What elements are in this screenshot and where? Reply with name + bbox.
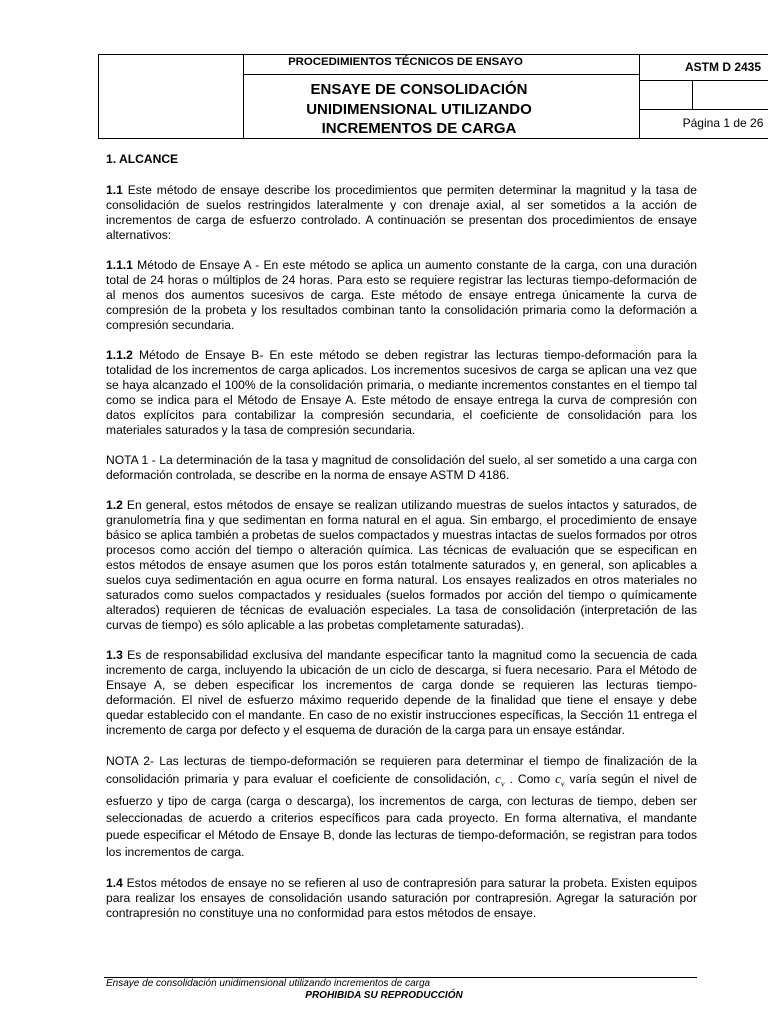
paragraph-1-3 [106, 648, 697, 738]
title-line-3: INCREMENTOS DE CARGA [321, 120, 517, 137]
section-heading: 1. ALCANCE [106, 152, 179, 166]
header-right-divider-2 [639, 109, 768, 110]
paragraph-number: 1.3 [106, 648, 123, 662]
header-logo-cell [98, 54, 244, 139]
paragraph-text: Estos métodos de ensaye no se refieren al uso de contrapresión para saturar la probeta. Existen equipos para realizar los ensayes de consolidación usando saturación por contrapresión. Agregar la saturación por contrapresión no constituye una no conformidad para estos métodos de ensaye. [106, 875, 697, 920]
cv-symbol: $c_v$ [495, 771, 505, 789]
title-line-1: ENSAYE DE CONSOLIDACIÓN [310, 81, 528, 98]
paragraph-number: 1.1.1 [106, 258, 133, 272]
paragraph-number: 1.1 [106, 183, 123, 197]
paragraph-text: Método de Ensaye A - En este método se aplica un aumento constante de la carga, con una duración total de 24 horas o múltiplos de 24 horas. Para esto se requiere registrar las lecturas tiempo-deformación de al menos dos aumentos sucesivos de carga. Este método de ensaye entrega únicamente la curva de compresión de la probeta y los resultados combinan tanto la consolidación primaria como la deformación a compresión secundaria. [106, 258, 697, 332]
paragraph-1-2 [106, 498, 697, 633]
title-line-2: UNIDIMENSIONAL UTILIZANDO [306, 100, 532, 118]
paragraph-text: En general, estos métodos de ensaye se realizan utilizando muestras de suelos intactos y saturados, de granulometría fina y que sedimentan en forma natural en el agua. Sin embargo, el procedimiento de ensaye básico se aplica también a probetas de suelos compactados y muestras intactas de suelos formados por otros procesos como acción del tiempo o alteración química. Las técnicas de evaluación que se especifican en estos métodos de ensaye asumen que los poros están totalmente saturados y, en general, son aplicables a suelos cuya sedimentación en agua ocurre en forma natural. Los ensayes realizados en otros materiales no saturados como suelos compactados y residuales (suelos formados por acción del tiempo o químicamente alterados) requieren de técnicas de evaluación especiales. La tasa de consolidación (interpretación de las curvas de tiempo) es sólo aplicable a las probetas completamente saturadas). [106, 498, 697, 632]
header-table [98, 54, 764, 139]
paragraph-text: Método de Ensaye B- En este método se deben registrar las lecturas tiempo-deformación para la totalidad de los incrementos de carga aplicados. Los incrementos sucesivos de carga se aplican una vez que se haya alcanzado el 100% de la consolidación primaria, o mediante incrementos constantes en el tiempo tal como se indica para el Método de Ensaye A. Este método de ensaye entrega la curva de compresión con datos explícitos para contabilizar la compresión secundaria, el coeficiente de consolidación para los materiales saturados y la tasa de compresión secundaria. [106, 348, 697, 437]
paragraph-number: 1.4 [106, 875, 123, 890]
note-2-text-a: NOTA 2- Las lecturas de tiempo-deformación se requieren para determinar el tiempo de finalización de la consolidación primaria y para evaluar el coeficiente de consolidación, [106, 754, 697, 786]
procedures-label: PROCEDIMIENTOS TÉCNICOS DE ENSAYO [288, 56, 523, 68]
note-1: NOTA 1 - La determinación de la tasa y magnitud de consolidación del suelo, al ser sometido a una carga con deformación controlada, se describe en la norma de ensaye ASTM D 4186. [106, 453, 697, 482]
paragraph-1-1-2 [106, 348, 697, 438]
paragraph-number: 1.2 [106, 498, 123, 512]
header-right-divider-1 [639, 80, 768, 81]
footer-notice: PROHIBIDA SU REPRODUCCIÓN [305, 990, 463, 1001]
cv-symbol: $c_v$ [555, 771, 565, 789]
paragraph-text: Este método de ensaye describe los procedimientos que permiten determinar la magnitud y la tasa de consolidación de suelos restringidos lateralmente y con drenaje axial, al ser sometidos a la acción de incrementos de carga de esfuerzo controlado. A continuación se presentan dos procedimientos de ensaye alternativos: [106, 183, 697, 242]
header-right-vdivider [692, 80, 693, 110]
document-title [243, 80, 595, 139]
paragraph-text: Es de responsabilidad exclusiva del mandante especificar tanto la magnitud como la secuencia de cada incremento de carga, incluyendo la ubicación de un ciclo de descarga, si fuera necesario. Para el Método de Ensaye A, se deben especificar los incrementos de carga donde se requieren las lecturas tiempo-deformación. El nivel de esfuerzo máximo requerido depende de la finalidad que tiene el ensaye y debe quedar establecido con el mandante. En caso de no existir instrucciones específicas, la Sección 11 entrega el incremento de carga por defecto y el esquema de duración de la carga para un ensaye estándar. [106, 648, 697, 737]
paragraph-1-1-1 [106, 258, 697, 333]
page-number: Página 1 de 26 [682, 116, 764, 130]
document-body [106, 152, 697, 936]
paragraph-1-4 [106, 876, 697, 921]
paragraph-number: 1.1.2 [106, 348, 133, 362]
note-2 [106, 753, 697, 861]
note-2-text-b: . Como [504, 772, 556, 786]
paragraph-1-1 [106, 183, 697, 243]
footer-doc-title: Ensaye de consolidación unidimensional utilizando incrementos de carga [106, 978, 431, 989]
standard-code: ASTM D 2435 [684, 60, 762, 74]
note-2-text-c: varía según el nivel de esfuerzo y tipo de carga (carga o descarga), los incrementos de carga, con lecturas de tiempo, deben ser seleccionadas de acuerdo a criterios específicos para cada proyecto. En forma alternativa, el mandante puede especificar el Método de Ensaye B, donde las lecturas de tiempo-deformación, se registran para todos los incrementos de carga. [106, 772, 697, 859]
header-divider [243, 74, 640, 75]
